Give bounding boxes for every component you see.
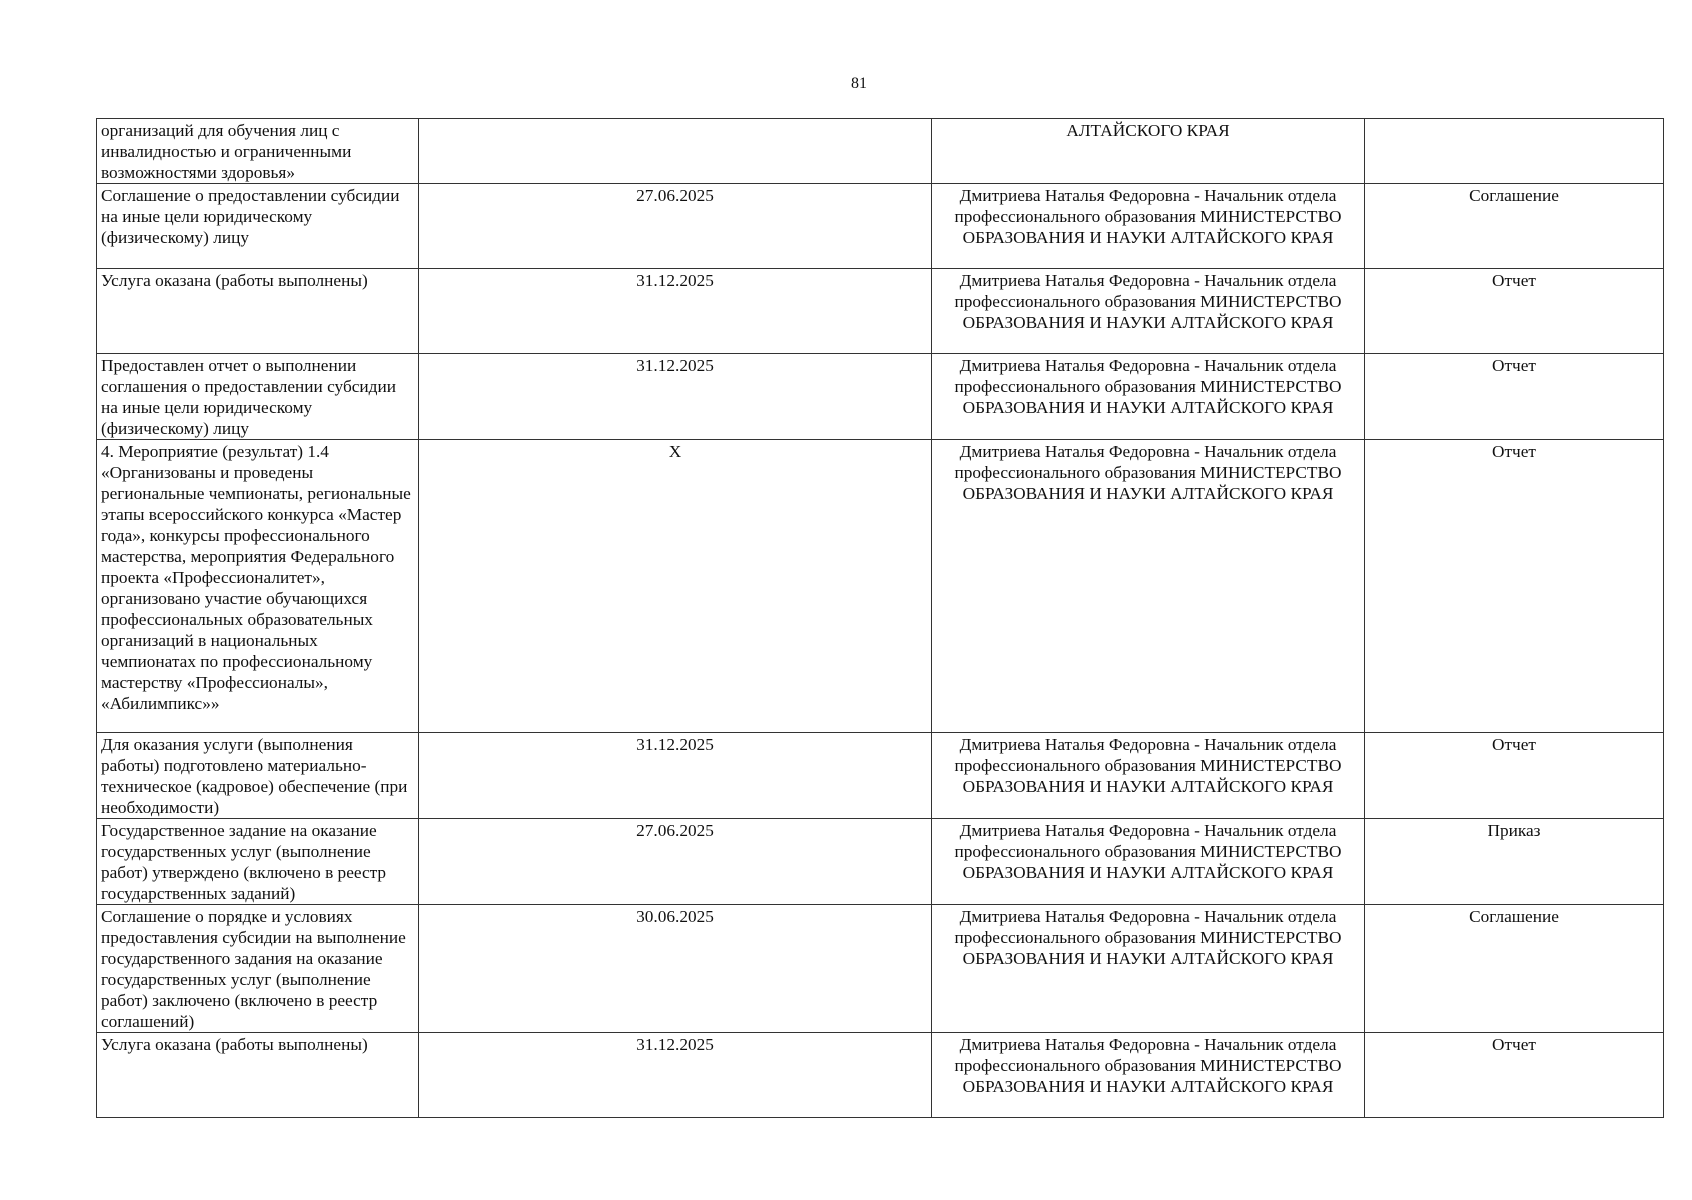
table-row bbox=[97, 269, 1664, 354]
table-row bbox=[97, 354, 1664, 440]
document-cell: Соглашение bbox=[1365, 905, 1664, 1033]
responsible-cell: АЛТАЙСКОГО КРАЯ bbox=[932, 119, 1365, 184]
document-cell bbox=[1365, 119, 1664, 184]
responsible-cell: Дмитриева Наталья Федоровна - Начальник отдела профессионального образования МИНИСТЕРСТВО ОБРАЗОВАНИЯ И НАУКИ АЛТАЙСКОГО КРАЯ bbox=[932, 819, 1365, 905]
date-cell: 30.06.2025 bbox=[419, 905, 932, 1033]
document-cell: Отчет bbox=[1365, 354, 1664, 440]
event-cell: организаций для обучения лиц с инвалидностью и ограниченными возможностями здоровья» bbox=[97, 119, 419, 184]
document-cell: Отчет bbox=[1365, 269, 1664, 354]
event-cell: 4. Мероприятие (результат) 1.4 «Организованы и проведены региональные чемпионаты, региональные этапы всероссийского конкурса «Мастер года», конкурсы профессионального мастерства, мероприятия Федерального проекта «Профессионалитет», организовано участие обучающихся профессиональных образовательных организаций в национальных чемпионатах по профессиональному мастерству «Профессионалы», «Абилимпикс»» bbox=[97, 440, 419, 733]
table-row bbox=[97, 119, 1664, 184]
responsible-cell: Дмитриева Наталья Федоровна - Начальник отдела профессионального образования МИНИСТЕРСТВО ОБРАЗОВАНИЯ И НАУКИ АЛТАЙСКОГО КРАЯ bbox=[932, 905, 1365, 1033]
date-cell bbox=[419, 119, 932, 184]
document-cell: Приказ bbox=[1365, 819, 1664, 905]
event-cell: Для оказания услуги (выполнения работы) подготовлено материально-техническое (кадровое) обеспечение (при необходимости) bbox=[97, 733, 419, 819]
date-cell: 31.12.2025 bbox=[419, 733, 932, 819]
table-row bbox=[97, 1033, 1664, 1118]
table-row bbox=[97, 905, 1664, 1033]
document-cell: Отчет bbox=[1365, 440, 1664, 733]
table-row bbox=[97, 440, 1664, 733]
date-cell: 31.12.2025 bbox=[419, 269, 932, 354]
control-points-table bbox=[96, 118, 1664, 1118]
document-cell: Отчет bbox=[1365, 1033, 1664, 1118]
date-cell: X bbox=[419, 440, 932, 733]
responsible-cell: Дмитриева Наталья Федоровна - Начальник отдела профессионального образования МИНИСТЕРСТВО ОБРАЗОВАНИЯ И НАУКИ АЛТАЙСКОГО КРАЯ bbox=[932, 354, 1365, 440]
date-cell: 31.12.2025 bbox=[419, 354, 932, 440]
page-number: 81 bbox=[851, 75, 867, 92]
event-cell: Услуга оказана (работы выполнены) bbox=[97, 269, 419, 354]
date-cell: 27.06.2025 bbox=[419, 184, 932, 269]
event-cell: Соглашение о предоставлении субсидии на иные цели юридическому (физическому) лицу bbox=[97, 184, 419, 269]
date-cell: 31.12.2025 bbox=[419, 1033, 932, 1118]
responsible-cell: Дмитриева Наталья Федоровна - Начальник отдела профессионального образования МИНИСТЕРСТВО ОБРАЗОВАНИЯ И НАУКИ АЛТАЙСКОГО КРАЯ bbox=[932, 440, 1365, 733]
responsible-cell: Дмитриева Наталья Федоровна - Начальник отдела профессионального образования МИНИСТЕРСТВО ОБРАЗОВАНИЯ И НАУКИ АЛТАЙСКОГО КРАЯ bbox=[932, 1033, 1365, 1118]
table-row bbox=[97, 184, 1664, 269]
event-cell: Услуга оказана (работы выполнены) bbox=[97, 1033, 419, 1118]
event-cell: Государственное задание на оказание государственных услуг (выполнение работ) утверждено (включено в реестр государственных заданий) bbox=[97, 819, 419, 905]
event-cell: Соглашение о порядке и условиях предоставления субсидии на выполнение государственного задания на оказание государственных услуг (выполнение работ) заключено (включено в реестр соглашений) bbox=[97, 905, 419, 1033]
table-row bbox=[97, 733, 1664, 819]
document-cell: Соглашение bbox=[1365, 184, 1664, 269]
document-cell: Отчет bbox=[1365, 733, 1664, 819]
table-row bbox=[97, 819, 1664, 905]
responsible-cell: Дмитриева Наталья Федоровна - Начальник отдела профессионального образования МИНИСТЕРСТВО ОБРАЗОВАНИЯ И НАУКИ АЛТАЙСКОГО КРАЯ bbox=[932, 733, 1365, 819]
date-cell: 27.06.2025 bbox=[419, 819, 932, 905]
responsible-cell: Дмитриева Наталья Федоровна - Начальник отдела профессионального образования МИНИСТЕРСТВО ОБРАЗОВАНИЯ И НАУКИ АЛТАЙСКОГО КРАЯ bbox=[932, 269, 1365, 354]
table-body bbox=[97, 119, 1664, 1118]
responsible-cell: Дмитриева Наталья Федоровна - Начальник отдела профессионального образования МИНИСТЕРСТВО ОБРАЗОВАНИЯ И НАУКИ АЛТАЙСКОГО КРАЯ bbox=[932, 184, 1365, 269]
event-cell: Предоставлен отчет о выполнении соглашения о предоставлении субсидии на иные цели юридическому (физическому) лицу bbox=[97, 354, 419, 440]
